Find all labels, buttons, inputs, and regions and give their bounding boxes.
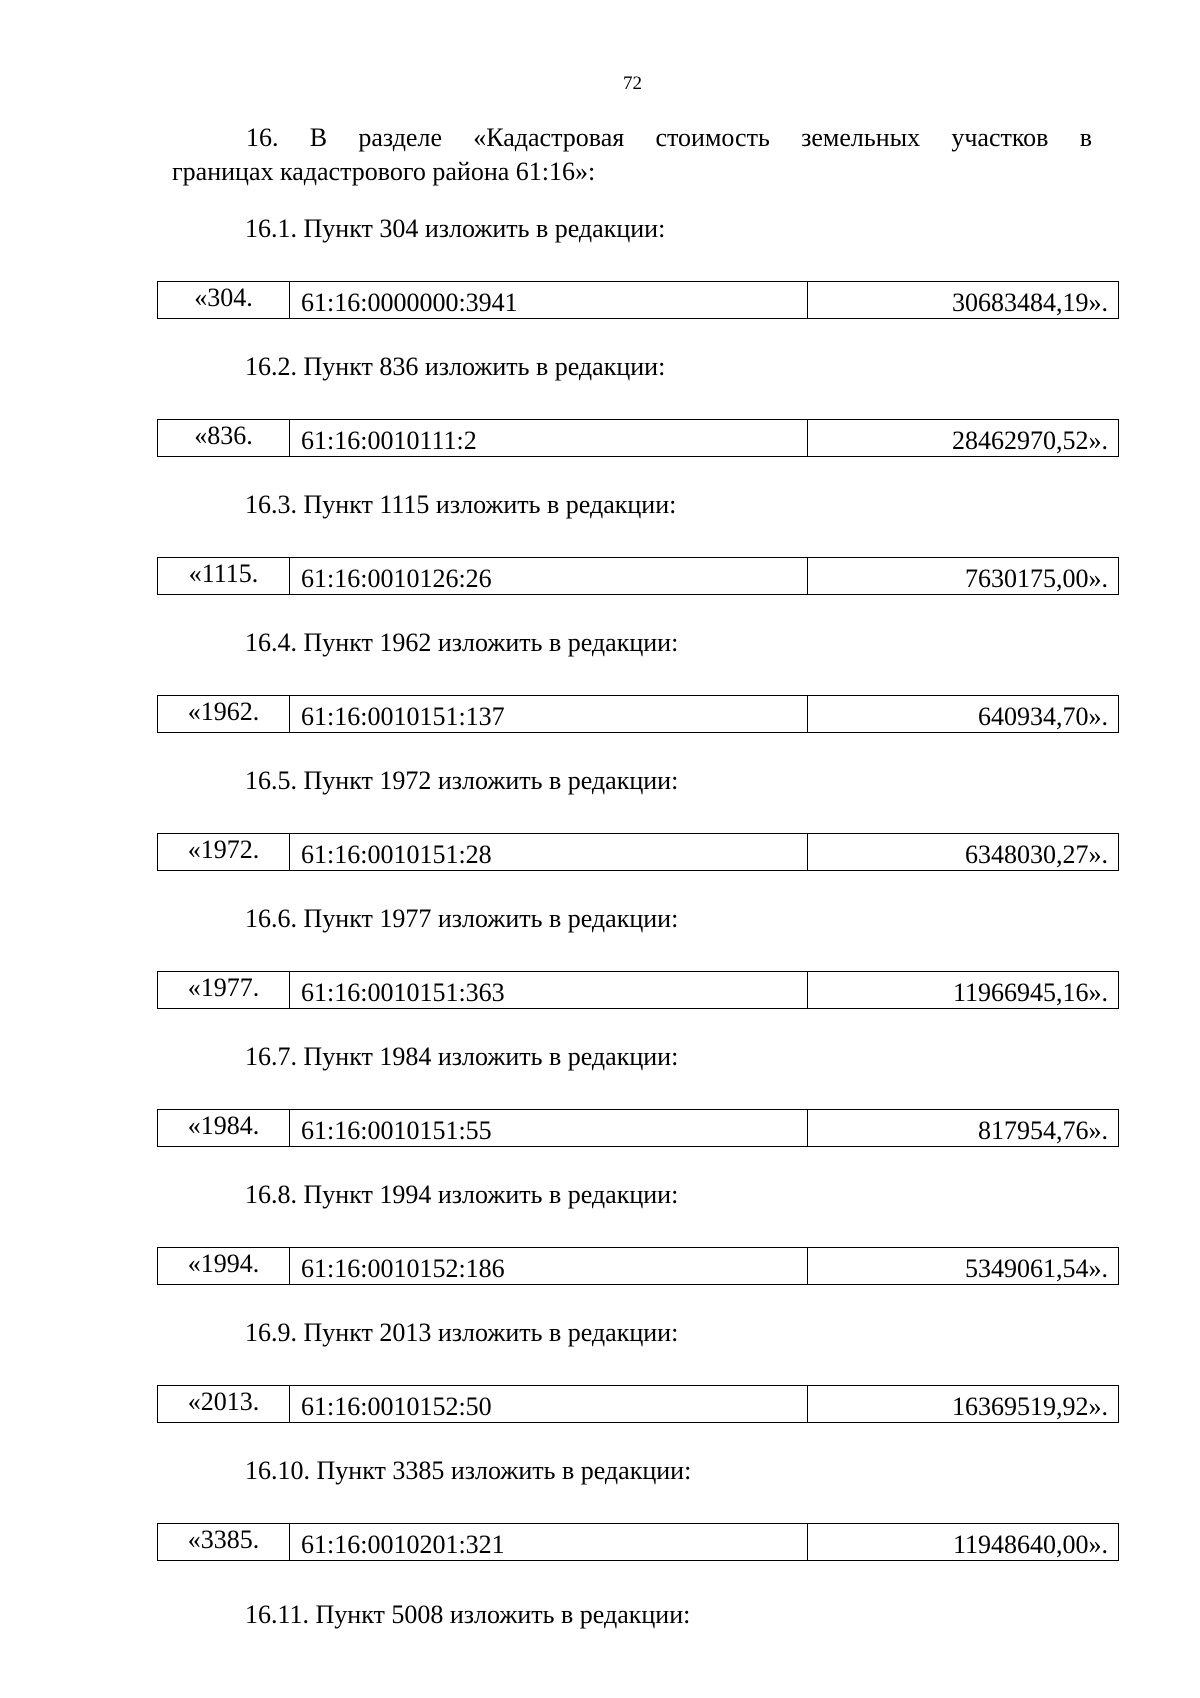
table-row: [157, 971, 1119, 1009]
section-title: 16.3. Пункт 1115 изложить в редакции:: [245, 490, 677, 519]
section-item: [0, 1178, 1200, 1316]
table-row: [157, 419, 1119, 457]
cost-cell: [808, 282, 1118, 318]
item-number: «2013.: [187, 1387, 260, 1416]
item-number: «304.: [194, 283, 253, 312]
item-number-cell: [158, 696, 290, 732]
item-number: «1962.: [187, 697, 260, 726]
section-title: 16.8. Пункт 1994 изложить в редакции:: [245, 1180, 679, 1209]
cadastral-number: 61:16:0010201:321: [301, 1530, 505, 1559]
cadastral-cost: 11948640,00».: [952, 1530, 1108, 1559]
cadastral-cost: 28462970,52».: [952, 426, 1108, 455]
item-number-cell: [158, 1110, 290, 1146]
section-title: 16.11. Пункт 5008 изложить в редакции:: [245, 1600, 691, 1629]
cadastral-number-cell: [290, 972, 808, 1008]
cost-cell: [808, 1248, 1118, 1284]
section-item: [0, 764, 1200, 902]
cost-cell: [808, 696, 1118, 732]
page-number: 72: [623, 73, 642, 94]
cadastral-number-cell: [290, 1110, 808, 1146]
section-item: [0, 1316, 1200, 1454]
cadastral-number-cell: [290, 420, 808, 456]
cadastral-cost: 11966945,16».: [952, 978, 1108, 1007]
intro-line-1: 16. В разделе «Кадастровая стоимость земельных участков в: [246, 123, 1092, 152]
sections-list: [0, 212, 1200, 1592]
section-title: 16.4. Пункт 1962 изложить в редакции:: [245, 628, 679, 657]
item-number-cell: [158, 420, 290, 456]
cadastral-number-cell: [290, 834, 808, 870]
item-number: «1972.: [187, 835, 260, 864]
item-number-cell: [158, 1386, 290, 1422]
cadastral-number: 61:16:0010151:137: [301, 702, 505, 731]
table-row: [157, 833, 1119, 871]
item-number: «1977.: [187, 973, 260, 1002]
item-number: «836.: [194, 421, 253, 450]
intro-line-2: границах кадастрового района 61:16»:: [172, 157, 596, 186]
item-number: «1115.: [188, 559, 259, 588]
intro-paragraph: [172, 121, 1092, 189]
cadastral-cost: 7630175,00».: [965, 564, 1108, 593]
item-number: «1994.: [187, 1249, 260, 1278]
section-item: [0, 488, 1200, 626]
item-number-cell: [158, 1524, 290, 1560]
item-number-cell: [158, 282, 290, 318]
section-item: [0, 350, 1200, 488]
cadastral-cost: 817954,76».: [978, 1116, 1108, 1145]
table-row: [157, 1385, 1119, 1423]
item-number-cell: [158, 834, 290, 870]
cadastral-number-cell: [290, 1524, 808, 1560]
section-title: 16.2. Пункт 836 изложить в редакции:: [245, 352, 666, 381]
table-row: [157, 695, 1119, 733]
section-title: 16.10. Пункт 3385 изложить в редакции:: [245, 1456, 692, 1485]
cost-cell: [808, 834, 1118, 870]
cadastral-number-cell: [290, 696, 808, 732]
cost-cell: [808, 1110, 1118, 1146]
cost-cell: [808, 558, 1118, 594]
section-title: 16.1. Пункт 304 изложить в редакции:: [245, 214, 666, 243]
cadastral-cost: 30683484,19».: [952, 288, 1108, 317]
item-number: «3385.: [187, 1525, 260, 1554]
cost-cell: [808, 1524, 1118, 1560]
section-item: [0, 902, 1200, 1040]
cadastral-cost: 640934,70».: [978, 702, 1108, 731]
table-row: [157, 1247, 1119, 1285]
cadastral-number: 61:16:0010126:26: [301, 564, 492, 593]
cadastral-cost: 5349061,54».: [965, 1254, 1108, 1283]
item-number-cell: [158, 1248, 290, 1284]
section-item: [0, 1454, 1200, 1592]
item-number-cell: [158, 972, 290, 1008]
cadastral-number-cell: [290, 282, 808, 318]
section-item: [0, 626, 1200, 764]
table-row: [157, 1109, 1119, 1147]
cadastral-number: 61:16:0010152:186: [301, 1254, 505, 1283]
cadastral-number: 61:16:0010111:2: [301, 426, 477, 455]
section-item: [0, 1040, 1200, 1178]
table-row: [157, 281, 1119, 319]
section-title: 16.5. Пункт 1972 изложить в редакции:: [245, 766, 679, 795]
item-number-cell: [158, 558, 290, 594]
cadastral-number-cell: [290, 558, 808, 594]
table-row: [157, 1523, 1119, 1561]
cadastral-number: 61:16:0010151:28: [301, 840, 492, 869]
cost-cell: [808, 1386, 1118, 1422]
table-row: [157, 557, 1119, 595]
section-title: 16.7. Пункт 1984 изложить в редакции:: [245, 1042, 679, 1071]
cadastral-number: 61:16:0010151:55: [301, 1116, 492, 1145]
cost-cell: [808, 420, 1118, 456]
cadastral-number-cell: [290, 1386, 808, 1422]
section-title: 16.6. Пункт 1977 изложить в редакции:: [245, 904, 679, 933]
section-title: 16.9. Пункт 2013 изложить в редакции:: [245, 1318, 679, 1347]
cadastral-cost: 16369519,92».: [952, 1392, 1108, 1421]
cadastral-cost: 6348030,27».: [965, 840, 1108, 869]
cost-cell: [808, 972, 1118, 1008]
cadastral-number: 61:16:0010152:50: [301, 1392, 492, 1421]
cadastral-number: 61:16:0000000:3941: [301, 288, 518, 317]
cadastral-number: 61:16:0010151:363: [301, 978, 505, 1007]
item-number: «1984.: [187, 1111, 260, 1140]
cadastral-number-cell: [290, 1248, 808, 1284]
section-item: [0, 212, 1200, 350]
